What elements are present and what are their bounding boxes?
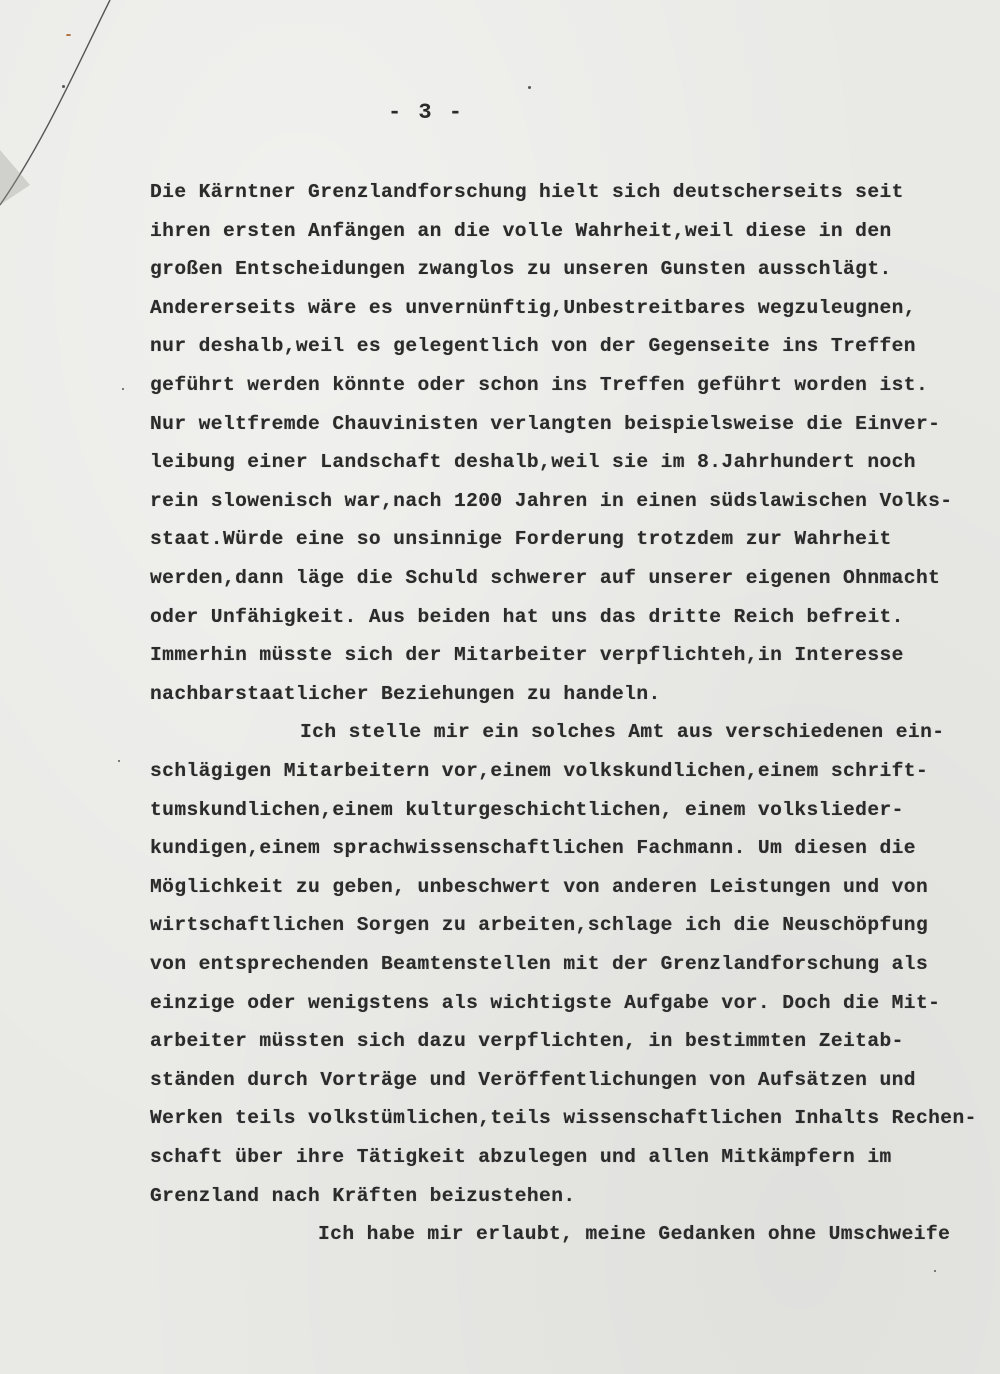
typed-line: Ich habe mir erlaubt, meine Gedanken ohne Umschweife xyxy=(318,1223,951,1246)
typed-line: ständen durch Vorträge und Veröffentlichungen von Aufsätzen und xyxy=(150,1068,916,1091)
page-number: - 3 - xyxy=(388,100,465,125)
typed-line: schaft über ihre Tätigkeit abzulegen und allen Mitkämpfern im xyxy=(150,1146,892,1168)
typed-line: Die Kärntner Grenzlandforschung hielt sich deutscherseits seit xyxy=(150,181,904,203)
typed-line: rein slowenisch war,nach 1200 Jahren in einen südslawischen Volks- xyxy=(150,489,953,512)
edge-shadow xyxy=(0,150,30,205)
typed-line: Ich stelle mir ein solches Amt aus verschiedenen ein- xyxy=(300,721,945,744)
typed-line: Immerhin müsste sich der Mitarbeiter verpflichteh,in Interesse xyxy=(150,644,904,667)
paper-speck xyxy=(528,86,531,89)
paper-edge-mark xyxy=(0,0,120,260)
typed-line: staat.Würde eine so unsinnige Forderung trotzdem zur Wahrheit xyxy=(150,528,892,551)
typed-line: nur deshalb,weil es gelegentlich von der Gegenseite ins Treffen xyxy=(150,335,916,358)
typed-line: nachbarstaatlicher Beziehungen zu handeln. xyxy=(150,682,661,705)
paper-speck xyxy=(62,85,65,88)
typed-line: Werken teils volkstümlichen,teils wissenschaftlichen Inhalts Rechen- xyxy=(150,1107,977,1130)
typed-line: großen Entscheidungen zwanglos zu unseren Gunsten ausschlägt. xyxy=(150,258,892,281)
typed-line: leibung einer Landschaft deshalb,weil sie im 8.Jahrhundert noch xyxy=(150,451,916,474)
typed-line: oder Unfähigkeit. Aus beiden hat uns das dritte Reich befreit. xyxy=(150,605,904,628)
typed-line: schlägigen Mitarbeitern vor,einem volkskundlichen,einem schrift- xyxy=(150,760,929,782)
typed-line: ihren ersten Anfängen an die volle Wahrheit,weil diese in den xyxy=(150,219,892,242)
paper-speck xyxy=(118,760,120,762)
typed-line: einzige oder wenigstens als wichtigste Aufgabe vor. Doch die Mit- xyxy=(150,991,941,1014)
typed-line: Andererseits wäre es unvernünftig,Unbestreitbares wegzuleugnen, xyxy=(150,296,916,319)
paper-speck xyxy=(934,1270,936,1272)
typed-line: werden,dann läge die Schuld schwerer auf unserer eigenen Ohnmacht xyxy=(150,567,941,589)
typed-line: wirtschaftlichen Sorgen zu arbeiten,schlage ich die Neuschöpfung xyxy=(150,914,929,937)
typed-line: Nur weltfremde Chauvinisten verlangten beispielsweise die Einver- xyxy=(150,412,941,435)
typed-line: kundigen,einem sprachwissenschaftlichen Fachmann. Um diesen die xyxy=(150,837,916,860)
typed-line: tumskundlichen,einem kulturgeschichtlichen, einem volkslieder- xyxy=(150,798,904,821)
typed-line: von entsprechenden Beamtenstellen mit der Grenzlandforschung als xyxy=(150,953,929,975)
typed-line: geführt werden könnte oder schon ins Treffen geführt worden ist. xyxy=(150,374,929,396)
typed-line: Möglichkeit zu geben, unbeschwert von anderen Leistungen und von xyxy=(150,875,929,898)
paper-speck xyxy=(122,388,124,390)
typed-line: arbeiter müssten sich dazu verpflichten, in bestimmten Zeitab- xyxy=(150,1030,904,1053)
typed-line: Grenzland nach Kräften beizustehen. xyxy=(150,1184,576,1207)
paper-speck xyxy=(66,34,71,36)
